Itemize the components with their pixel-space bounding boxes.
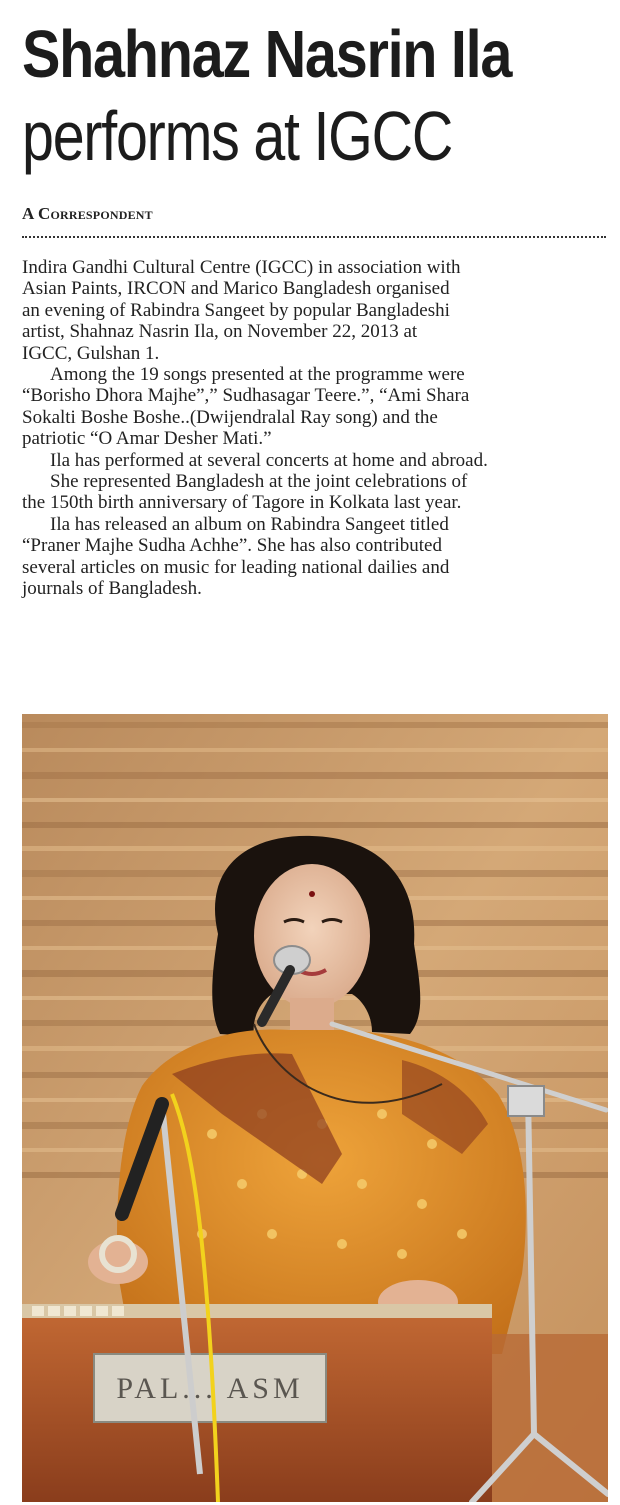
performer-photo xyxy=(22,714,608,1502)
harmonium-brand: PAL... ASM xyxy=(116,1372,304,1405)
headline xyxy=(22,14,612,176)
article-body xyxy=(22,257,610,600)
bindi xyxy=(309,891,315,897)
paragraph-2: Among the 19 songs presented at the programme were “Borisho Dhora Majhe”,” Sudhasagar Teere.”, “Ami Shara Sokalti Boshe Boshe..(Dwijendralal Ray song) and the patriotic “O Amar Desher Mati.” xyxy=(22,364,470,450)
headline-line-1: Shahnaz Nasrin Ila xyxy=(22,17,512,92)
paragraph-1: Indira Gandhi Cultural Centre (IGCC) in association with Asian Paints, IRCON and Marico Bangladesh organised an evening of Rabindra Sangeet by popular Bangladeshi artist, Shahnaz Nasrin Ila, on November 22, 2013 at IGCC, Gulshan 1. xyxy=(22,257,461,364)
paragraph-3: Ila has performed at several concerts at home and abroad. xyxy=(50,449,488,471)
paragraph-5: Ila has released an album on Rabindra Sangeet titled “Praner Majhe Sudha Achhe”. She has also contributed several articles on music for leading national dailies and journals of Bangladesh. xyxy=(22,513,450,600)
byline: A Correspondent xyxy=(22,204,153,223)
performer-face xyxy=(254,864,370,1008)
paragraph-4: She represented Bangladesh at the joint celebrations of the 150th birth anniversary of Tagore in Kolkata last year. xyxy=(22,471,468,514)
dotted-divider xyxy=(22,236,606,238)
left-hand xyxy=(88,1240,148,1284)
headline-line-2: performs at IGCC xyxy=(22,97,453,175)
